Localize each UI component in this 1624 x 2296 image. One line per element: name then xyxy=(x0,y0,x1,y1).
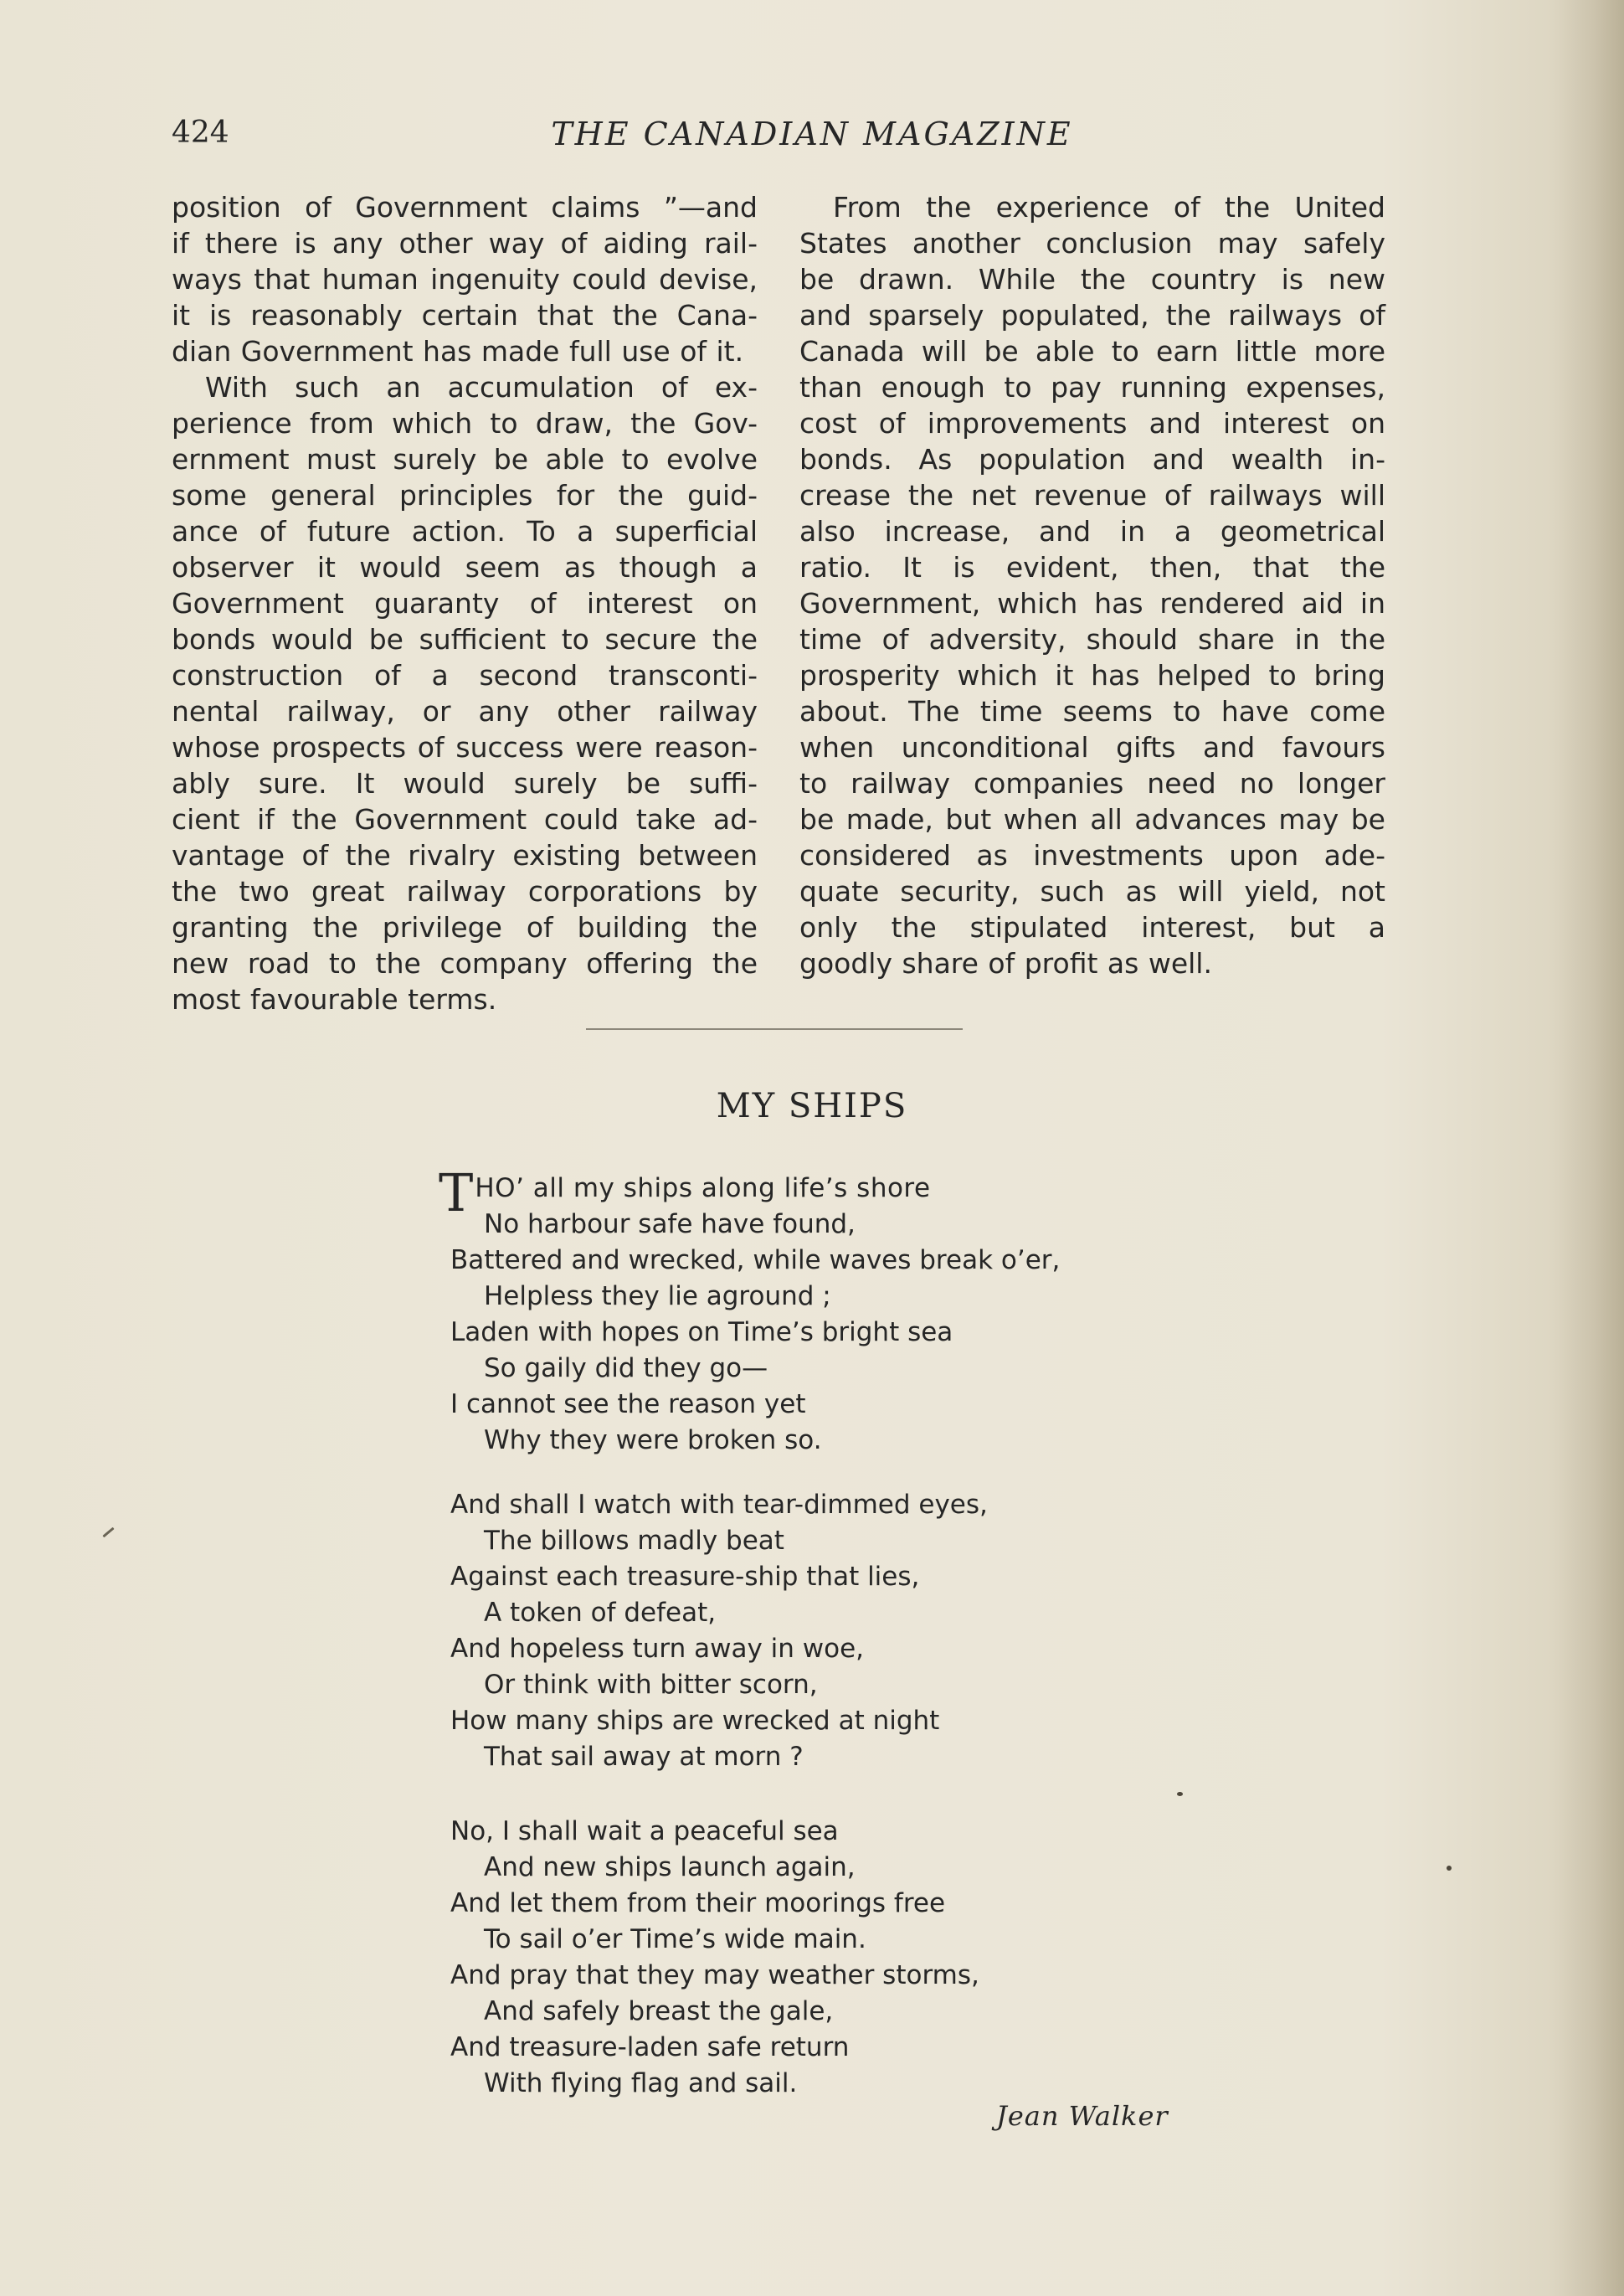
text-line: observer it would seem as though a xyxy=(172,551,758,584)
text-line: ernment must surely be able to evolve xyxy=(172,443,758,476)
poem-line: THO’ all my ships along life’s shore xyxy=(439,1162,931,1223)
poem-line: And shall I watch with tear-dimmed eyes, xyxy=(450,1490,988,1520)
paper-speck xyxy=(102,1527,114,1538)
page-edge-shadow xyxy=(1549,0,1624,2296)
poem-line: I cannot see the reason yet xyxy=(450,1389,806,1419)
section-divider xyxy=(586,1028,963,1030)
page-header xyxy=(0,116,1624,157)
poem-line: Helpless they lie aground ; xyxy=(484,1281,831,1311)
text-line: dian Government has made full use of it. xyxy=(172,335,744,368)
text-line: be drawn. While the country is new xyxy=(799,263,1385,296)
text-line: time of adversity, should share in the xyxy=(799,623,1385,656)
text-line: it is reasonably certain that the Cana- xyxy=(172,299,758,332)
poem-line-text: HO’ all my ships along life’s shore xyxy=(475,1173,931,1203)
text-line: the two great railway corporations by xyxy=(172,875,758,908)
text-line: granting the privilege of building the xyxy=(172,911,758,944)
text-line: construction of a second transconti- xyxy=(172,659,758,692)
poem-stanza-1 xyxy=(439,1162,1061,1459)
poem-line: Why they were broken so. xyxy=(484,1425,822,1455)
poem-title: MY SHIPS xyxy=(716,1087,908,1125)
poem-line: And safely breast the gale, xyxy=(484,1996,834,2026)
text-line: vantage of the rivalry existing between xyxy=(172,839,758,872)
text-line: when unconditional gifts and favours xyxy=(799,731,1385,764)
text-line: Canada will be able to earn little more xyxy=(799,335,1385,368)
text-line: whose prospects of success were reason- xyxy=(172,731,758,764)
text-line: and sparsely populated, the railways of xyxy=(799,299,1385,332)
text-line: position of Government claims ”—and xyxy=(172,191,758,224)
poem-line: And hopeless turn away in woe, xyxy=(450,1634,865,1664)
text-line: nental railway, or any other railway xyxy=(172,695,758,728)
poem-line: The billows madly beat xyxy=(484,1526,784,1556)
text-line: than enough to pay running expenses, xyxy=(799,371,1385,404)
text-line: cost of improvements and interest on xyxy=(799,407,1385,440)
text-line: cient if the Government could take ad- xyxy=(172,803,758,836)
text-line: crease the net revenue of railways will xyxy=(799,479,1385,512)
text-line: Government, which has rendered aid in xyxy=(799,587,1385,620)
poem-line: No, I shall wait a peaceful sea xyxy=(450,1816,839,1846)
poem-line: And pray that they may weather storms, xyxy=(450,1960,979,1990)
text-line: ably sure. It would surely be suffi- xyxy=(172,767,758,800)
text-line: Government guaranty of interest on xyxy=(172,587,758,620)
poem-line: With flying flag and sail. xyxy=(484,2068,798,2098)
poem-line: And treasure-laden safe return xyxy=(450,2032,850,2062)
poem-line: And new ships launch again, xyxy=(484,1852,856,1882)
paper-speck xyxy=(1447,1866,1452,1871)
text-line: goodly share of profit as well. xyxy=(799,947,1212,980)
text-line: also increase, and in a geometrical xyxy=(799,515,1385,548)
poem-line: And let them from their moorings free xyxy=(450,1888,946,1918)
running-title: THE CANADIAN MAGAZINE xyxy=(551,116,1073,152)
article-right-column xyxy=(799,189,1385,981)
text-line: to railway companies need no longer xyxy=(799,767,1385,800)
page-number: 424 xyxy=(172,116,229,150)
text-line: States another conclusion may safely xyxy=(799,227,1385,260)
text-line: about. The time seems to have come xyxy=(799,695,1385,728)
text-line: be made, but when all advances may be xyxy=(799,803,1385,836)
text-line: With such an accumulation of ex- xyxy=(205,371,758,404)
text-line: only the stipulated interest, but a xyxy=(799,911,1385,944)
poem-line: Laden with hopes on Time’s bright sea xyxy=(450,1317,953,1347)
text-line: ways that human ingenuity could devise, xyxy=(172,263,758,296)
text-line: bonds would be sufficient to secure the xyxy=(172,623,758,656)
text-line: From the experience of the United xyxy=(833,191,1385,224)
text-line: ratio. It is evident, then, that the xyxy=(799,551,1385,584)
text-line: most favourable terms. xyxy=(172,983,497,1016)
paper-speck xyxy=(1177,1792,1183,1796)
poem-author: Jean Walker xyxy=(996,2100,1169,2132)
poem-line: A token of defeat, xyxy=(484,1598,717,1628)
poem-line: To sail o’er Time’s wide main. xyxy=(484,1924,866,1954)
poem-line: How many ships are wrecked at night xyxy=(450,1706,940,1736)
text-line: quate security, such as will yield, not xyxy=(799,875,1385,908)
poem-stanza-2 xyxy=(450,1487,988,1775)
poem-line: Battered and wrecked, while waves break o’er, xyxy=(450,1245,1061,1275)
poem-line: No harbour safe have found, xyxy=(484,1209,856,1239)
article-left-column xyxy=(172,189,758,1017)
text-line: bonds. As population and wealth in- xyxy=(799,443,1385,476)
text-line: ance of future action. To a superficial xyxy=(172,515,758,548)
text-line: prosperity which it has helped to bring xyxy=(799,659,1385,692)
poem-line: That sail away at morn ? xyxy=(484,1742,804,1772)
text-line: if there is any other way of aiding rail- xyxy=(172,227,758,260)
poem-line: Or think with bitter scorn, xyxy=(484,1670,818,1700)
poem-line: Against each treasure-ship that lies, xyxy=(450,1562,920,1592)
text-line: considered as investments upon ade- xyxy=(799,839,1385,872)
poem-line: So gaily did they go— xyxy=(484,1353,768,1383)
text-line: some general principles for the guid- xyxy=(172,479,758,512)
text-line: perience from which to draw, the Gov- xyxy=(172,407,758,440)
poem-stanza-3 xyxy=(450,1814,979,2102)
text-line: new road to the company offering the xyxy=(172,947,758,980)
